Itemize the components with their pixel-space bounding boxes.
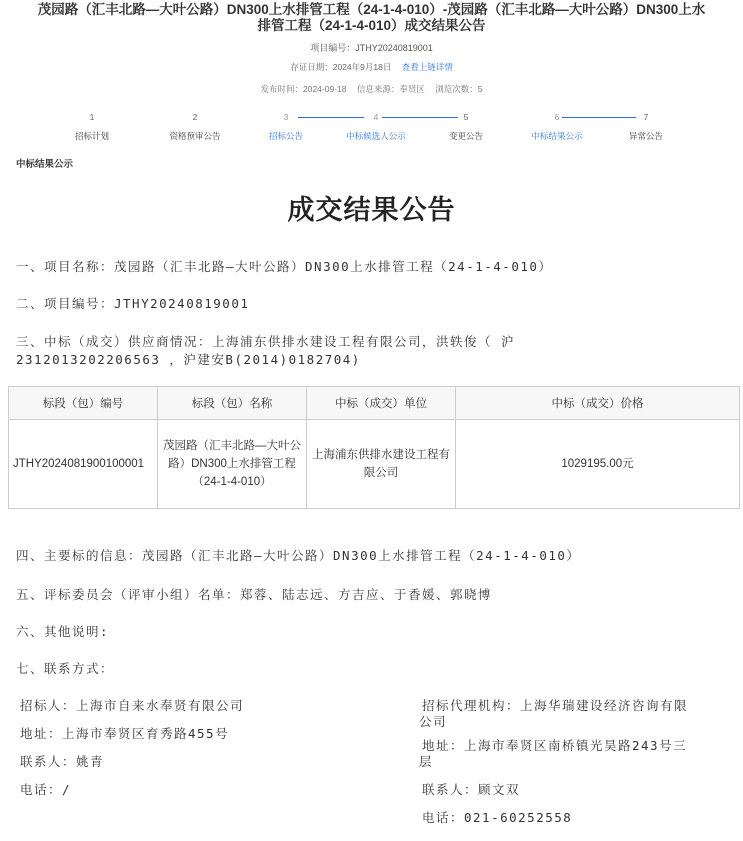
header-lot-name: 标段（包）名称	[158, 387, 307, 420]
info-source: 信息来源：奉贤区	[356, 84, 425, 94]
section-subhead: 中标结果公示	[16, 159, 74, 170]
cell-lot-code: JTHY2024081900100001	[9, 420, 158, 509]
deposit-date: 存证日期：2024年9月18日	[290, 62, 392, 72]
step-number: 3	[283, 112, 289, 122]
agency-contact: 联系人：顾文双	[422, 782, 521, 797]
tenderer-contact: 联系人：姚青	[20, 754, 105, 769]
step-label: 中标结果公示	[531, 131, 583, 141]
view-count: 浏览次数：5	[435, 84, 483, 94]
agency-address	[419, 738, 741, 770]
header-lot-code: 标段（包）编号	[9, 387, 158, 420]
table-row	[9, 420, 740, 509]
step-number: 2	[192, 112, 198, 122]
step-1[interactable]	[47, 110, 137, 142]
step-label: 招标公告	[268, 131, 303, 141]
document-title: 成交结果公告	[287, 195, 456, 226]
agency	[419, 698, 741, 730]
cell-price: 1029195.00元	[456, 420, 740, 509]
chain-detail-link[interactable]: 查看上链详情	[401, 62, 453, 72]
agency-line-2: 公司	[419, 714, 448, 729]
section-contact: 七、联系方式：	[16, 661, 115, 676]
tenderer-phone: 电话：/	[20, 782, 72, 797]
contact-right	[419, 698, 741, 826]
process-steps	[0, 110, 743, 150]
tenderer: 招标人：上海市自来水奉贤有限公司	[20, 698, 245, 713]
supplier-line-1: 三、中标（成交）供应商情况：上海浦东供排水建设工程有限公司，洪轶俊（ 沪	[16, 334, 516, 349]
step-number: 5	[463, 112, 469, 122]
section-committee: 五、评标委员会（评审小组）名单：郑蓉、陆志远、方吉应、于香媛、郭晓博	[16, 587, 493, 602]
section-supplier	[16, 333, 515, 369]
step-label: 中标候选人公示	[346, 131, 406, 141]
section-other: 六、其他说明:	[16, 624, 110, 639]
step-number: 6	[554, 112, 560, 122]
step-4[interactable]	[331, 110, 421, 142]
cell-lot-name: 茂园路（汇丰北路—大叶公路）DN300上水排管工程（24-1-4-010）	[158, 420, 307, 509]
step-label: 招标计划	[74, 131, 109, 141]
section-main-subject: 四、主要标的信息：茂园路（汇丰北路—大叶公路）DN300上水排管工程（24-1-4-010）	[16, 548, 581, 563]
page-header	[0, 0, 743, 95]
header-winner-unit: 中标（成交）单位	[307, 387, 456, 420]
step-label: 异常公告	[628, 131, 663, 141]
step-2[interactable]	[150, 110, 240, 142]
publish-time: 发布时间：2024-09-18	[260, 84, 347, 94]
result-table	[8, 386, 740, 509]
step-5[interactable]	[421, 110, 511, 142]
step-6[interactable]	[512, 110, 602, 142]
publish-meta	[0, 83, 743, 95]
tenderer-address: 地址：上海市奉贤区育秀路455号	[20, 726, 230, 741]
project-number: 项目编号：JTHY20240819001	[310, 43, 433, 53]
agency-address-line-2: 层	[419, 754, 434, 769]
step-3[interactable]	[241, 110, 331, 142]
supplier-line-2: 2312013202206563 ，沪建安B(2014)0182704)	[16, 352, 361, 367]
step-number: 4	[373, 112, 379, 122]
agency-phone: 电话：021-60252558	[422, 810, 573, 825]
step-number: 1	[89, 112, 95, 122]
table-header-row	[9, 387, 740, 420]
step-number: 7	[643, 112, 649, 122]
cell-winner-unit: 上海浦东供排水建设工程有限公司	[307, 420, 456, 509]
agency-line-1: 招标代理机构：上海华瑞建设经济咨询有限	[422, 698, 689, 713]
agency-address-line-1: 地址：上海市奉贤区南桥镇光昊路243号三	[422, 738, 688, 753]
step-7[interactable]	[601, 110, 691, 142]
page-title: 茂园路（汇丰北路—大叶公路）DN300上水排管工程（24-1-4-010）-茂园路（汇丰北路—大叶公路）DN300上水排管工程（24-1-4-010）成交结果公告	[37, 2, 706, 33]
section-project-number: 二、项目编号：JTHY20240819001	[16, 296, 250, 311]
step-label: 变更公告	[448, 131, 483, 141]
contact-left	[20, 698, 350, 810]
section-project-name: 一、项目名称：茂园路（汇丰北路—大叶公路）DN300上水排管工程（24-1-4-010）	[16, 259, 553, 274]
step-label: 资格预审公告	[169, 131, 221, 141]
deposit-info	[0, 61, 743, 73]
header-price: 中标（成交）价格	[456, 387, 740, 420]
